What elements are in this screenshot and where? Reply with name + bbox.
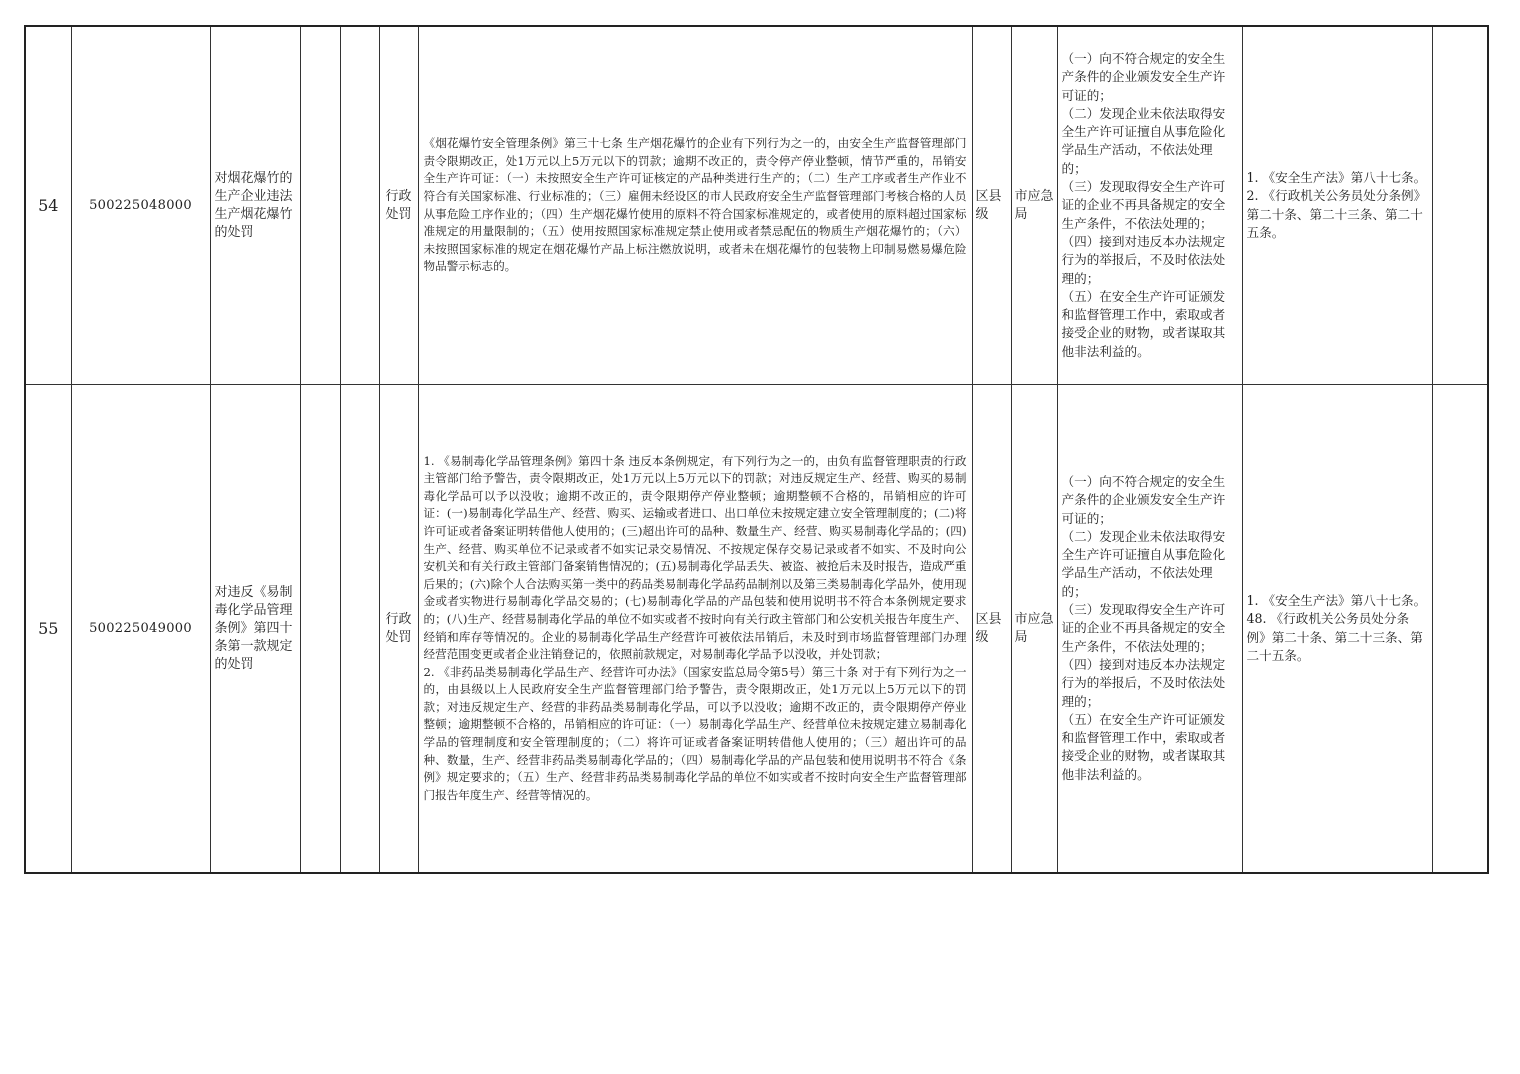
accountability-item: （二）发现企业未依法取得安全生产许可证擅自从事危险化学品生产活动，不依法处理的； (1061, 528, 1226, 599)
item-code: 500225049000 (71, 385, 210, 874)
reference-item: 48. 《行政机关公务员处分条例》第二十条、第二十三条、第二十五条。 (1246, 611, 1423, 663)
empty-cell (340, 385, 379, 874)
accountability-item: （三）发现取得安全生产许可证的企业不再具备规定的安全生产条件，不依法处理的； (1061, 179, 1226, 231)
accountability-item: （一）向不符合规定的安全生产条件的企业颁发安全生产许可证的； (1061, 50, 1226, 103)
accountability-basis (1242, 26, 1432, 385)
accountability-cases (1057, 26, 1242, 385)
item-type: 行政处罚 (379, 385, 418, 874)
reference-item: 1. 《安全生产法》第八十七条。 (1246, 592, 1427, 608)
penalty-table (24, 25, 1489, 874)
empty-cell (300, 385, 340, 874)
legal-basis (418, 26, 972, 385)
accountability-item: （二）发现企业未依法取得安全生产许可证擅自从事危险化学品生产活动，不依法处理的； (1061, 105, 1226, 176)
legal-basis-paragraph: 1. 《易制毒化学品管理条例》第四十条 违反本条例规定，有下列行为之一的，由负有监督管理职责的行政主管部门给予警告，责令限期改正，处1万元以上5万元以下的罚款；对违反规定生产、经营、购买的易制毒化学品可以予以没收；逾期不改正的，责令限期停产停业整顿；逾期整顿不合格的，吊销相应的许可证：(一)易制毒化学品生产、经营、购买、运输或者进口、出口单位未按规定建立安全管理制度的；(二)将许可证或者备案证明转借他人使用的；(三)超出许可的品种、数量生产、经营、购买易制毒化学品的；(四)生产、经营、购买单位不记录或者不如实记录交易情况、不按规定保存交易记录或者不如实、不及时向公安机关和有关行政主管部门备案销售情况的；(五)易制毒化学品丢失、被盗、被抢后未及时报告，造成严重后果的；(六)除个人合法购买第一类中的药品类易制毒化学品药品制剂以及第三类易制毒化学品外，使用现金或者实物进行易制毒化学品交易的；(七)易制毒化学品的产品包装和使用说明书不符合本条例规定要求的；(八)生产、经营易制毒化学品的单位不如实或者不按时向有关行政主管部门和公安机关报告年度生产、经销和库存等情况的。企业的易制毒化学品生产经营许可被依法吊销后，未及时到市场监督管理部门办理经营范围变更或者企业注销登记的，依照前款规定，对易制毒化学品予以没收，并处罚款； (423, 453, 967, 662)
accountability-item: （四）接到对违反本办法规定行为的举报后，不及时依法处理的； (1061, 656, 1226, 709)
accountability-item: （一）向不符合规定的安全生产条件的企业颁发安全生产许可证的； (1061, 473, 1226, 526)
accountability-item: （五）在安全生产许可证颁发和监督管理工作中，索取或者接受企业的财物，或者谋取其他非法利益的。 (1061, 288, 1226, 359)
accountability-cases (1057, 385, 1242, 874)
legal-basis (418, 385, 972, 874)
responsible-department: 市应急局 (1011, 26, 1057, 385)
empty-cell (1432, 26, 1488, 385)
legal-basis-paragraph: 2. 《非药品类易制毒化学品生产、经营许可办法》（国家安监总局令第5号）第三十条 对于有下列行为之一的，由县级以上人民政府安全生产监督管理部门给予警告，责令限期改正，处1万元以上5万元以下的罚款；对违反规定生产、经营的非药品类易制毒化学品，可以予以没收；逾期不改正的，责令限期停产停业整顿；逾期整顿不合格的，吊销相应的许可证：（一）易制毒化学品生产、经营单位未按规定建立易制毒化学品的管理制度和安全管理制度的；（二）将许可证或者备案证明转借他人使用的；（三）超出许可的品种、数量，生产、经营非药品类易制毒化学品的；（四）易制毒化学品的产品包装和使用说明书不符合《条例》规定要求的；（五）生产、经营非药品类易制毒化学品的单位不如实或者不按时向安全生产监督管理部门报告年度生产、经营等情况的。 (423, 664, 967, 802)
exercise-level: 区县级 (972, 26, 1011, 385)
responsible-department: 市应急局 (1011, 385, 1057, 874)
item-code: 500225048000 (71, 26, 210, 385)
empty-cell (1432, 385, 1488, 874)
reference-item: 1. 《安全生产法》第八十七条。 (1246, 169, 1427, 185)
empty-cell (340, 26, 379, 385)
accountability-item: （三）发现取得安全生产许可证的企业不再具备规定的安全生产条件，不依法处理的； (1061, 602, 1226, 654)
accountability-item: （四）接到对违反本办法规定行为的举报后，不及时依法处理的； (1061, 233, 1226, 286)
item-name: 对违反《易制毒化学品管理条例》第四十条第一款规定的处罚 (210, 385, 300, 874)
legal-basis-paragraph: 《烟花爆竹安全管理条例》第三十七条 生产烟花爆竹的企业有下列行为之一的，由安全生产监督管理部门责令限期改正，处1万元以上5万元以下的罚款；逾期不改正的，责令停产停业整顿，情节严重的，吊销安全生产许可证：（一）未按照安全生产许可证核定的产品种类进行生产的；（二）生产工序或者生产作业不符合有关国家标准、行业标准的；（三）雇佣未经设区的市人民政府安全生产监督管理部门考核合格的人员从事危险工序作业的；（四）生产烟花爆竹使用的原料不符合国家标准规定的，或者使用的原料超过国家标准规定的用量限制的；（五）使用按照国家标准规定禁止使用或者禁忌配伍的物质生产烟花爆竹的；（六）未按照国家标准的规定在烟花爆竹产品上标注燃放说明，或者未在烟花爆竹的包装物上印制易燃易爆危险物品警示标志的。 (423, 136, 967, 274)
item-name: 对烟花爆竹的生产企业违法生产烟花爆竹的处罚 (210, 26, 300, 385)
accountability-basis (1242, 385, 1432, 874)
row-number: 54 (25, 26, 71, 385)
accountability-item: （五）在安全生产许可证颁发和监督管理工作中，索取或者接受企业的财物，或者谋取其他非法利益的。 (1061, 711, 1226, 782)
reference-item: 2. 《行政机关公务员处分条例》第二十条、第二十三条、第二十五条。 (1246, 188, 1427, 240)
table-row (25, 385, 1488, 874)
empty-cell (300, 26, 340, 385)
table-row (25, 26, 1488, 385)
item-type: 行政处罚 (379, 26, 418, 385)
row-number: 55 (25, 385, 71, 874)
exercise-level: 区县级 (972, 385, 1011, 874)
